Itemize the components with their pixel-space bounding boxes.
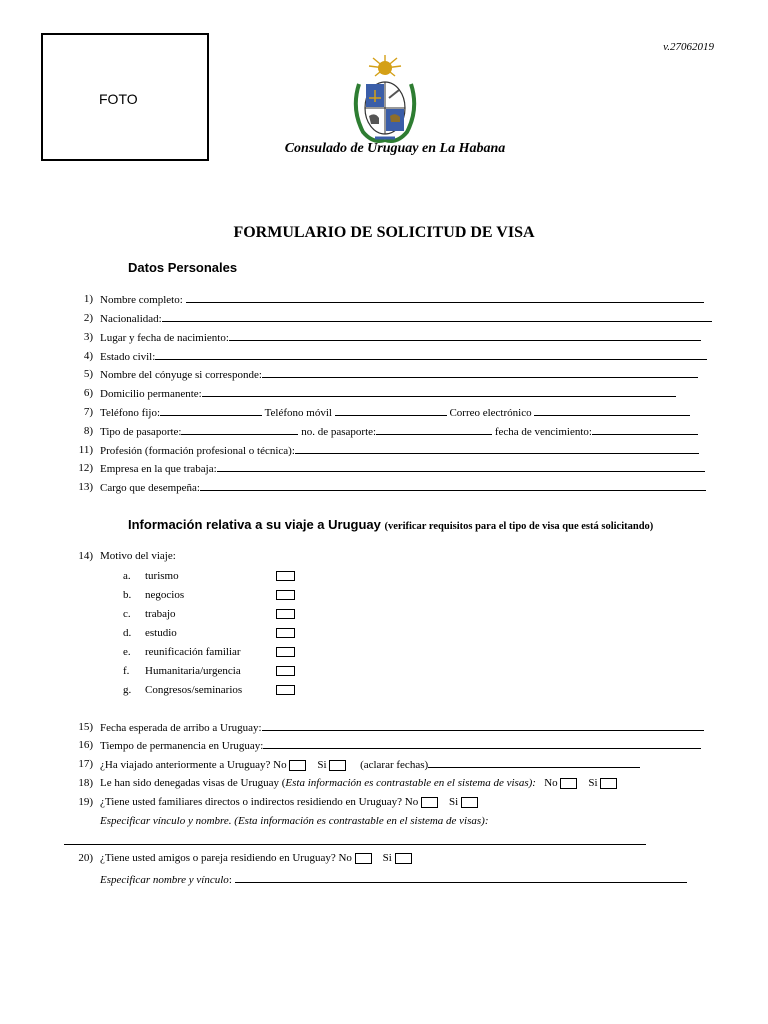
si-label: Si xyxy=(448,796,459,808)
trip-reason-option xyxy=(123,606,323,622)
visited-before-no-checkbox[interactable] xyxy=(289,760,306,771)
field-label: Empresa en la que trabaja: xyxy=(100,463,217,475)
question-number: 20) xyxy=(78,852,93,864)
option-text: turismo xyxy=(145,570,179,582)
trip-reason-option xyxy=(123,625,323,641)
photo-label: FOTO xyxy=(99,91,138,107)
question-number: 1) xyxy=(83,293,93,305)
section-travel-info xyxy=(128,517,653,532)
field-label: fecha de vencimiento: xyxy=(492,426,592,438)
personal-field-row xyxy=(75,442,715,458)
text-field[interactable] xyxy=(181,423,298,435)
option-letter: f. xyxy=(123,665,130,677)
relatives-si-checkbox[interactable] xyxy=(461,797,478,808)
option-checkbox[interactable] xyxy=(276,609,295,619)
question-18 xyxy=(75,775,715,791)
question-note: Esta información es contrastable en el sistema de visas): xyxy=(285,777,536,789)
personal-field-row xyxy=(75,291,715,307)
personal-field-row xyxy=(75,385,715,401)
field-label: Estado civil: xyxy=(100,351,156,363)
travel-section-note: (verificar requisitos para el tipo de visa que está solicitando) xyxy=(384,521,654,532)
question-label: Fecha esperada de arribo a Uruguay: xyxy=(100,722,262,734)
text-field[interactable] xyxy=(592,423,698,435)
question-14 xyxy=(75,548,715,564)
form-title: FORMULARIO DE SOLICITUD DE VISA xyxy=(233,224,535,241)
field-label: no. de pasaporte: xyxy=(298,426,377,438)
visit-dates-field[interactable] xyxy=(428,756,640,768)
visa-denied-no-checkbox[interactable] xyxy=(560,778,577,789)
question-19 xyxy=(75,794,715,810)
option-checkbox[interactable] xyxy=(276,571,295,581)
visa-denied-si-checkbox[interactable] xyxy=(600,778,617,789)
question-number: 7) xyxy=(83,406,93,418)
section-personal-data: Datos Personales xyxy=(128,260,238,275)
question-label: ¿Tiene usted familiares directos o indirectos residiendo en Uruguay? No xyxy=(100,796,419,808)
text-field[interactable] xyxy=(186,291,704,303)
question-number: 18) xyxy=(78,777,93,789)
question-number: 15) xyxy=(78,721,93,733)
text-field[interactable] xyxy=(162,310,712,322)
friends-si-checkbox[interactable] xyxy=(395,853,412,864)
question-number: 14) xyxy=(78,550,93,562)
option-text: estudio xyxy=(145,627,177,639)
option-text: trabajo xyxy=(145,608,176,620)
trip-reason-option xyxy=(123,663,323,679)
uruguay-coat-of-arms-icon xyxy=(345,54,425,146)
option-checkbox[interactable] xyxy=(276,685,295,695)
clarify-dates-label: (aclarar fechas) xyxy=(360,759,429,771)
question-17 xyxy=(75,756,715,772)
si-label: Si xyxy=(382,852,392,864)
question-number: 13) xyxy=(78,481,93,493)
personal-field-row xyxy=(75,479,715,495)
question-16 xyxy=(75,737,715,753)
option-letter: b. xyxy=(123,589,132,601)
text-field[interactable] xyxy=(229,329,701,341)
option-letter: c. xyxy=(123,608,131,620)
no-label: No xyxy=(544,777,558,789)
question-number: 4) xyxy=(83,350,93,362)
question-15 xyxy=(75,719,715,735)
field-label: Nombre del cónyuge si corresponde: xyxy=(100,369,262,381)
arrival-date-field[interactable] xyxy=(262,719,704,731)
question-label: Le han sido denegadas visas de Uruguay ( xyxy=(100,777,286,789)
si-label: Si xyxy=(588,777,598,789)
field-label: Teléfono móvil xyxy=(262,407,335,419)
question-note: Especificar vínculo y nombre. (Esta información es contrastable en el sistema de visas): xyxy=(100,815,489,827)
field-label: Nombre completo: xyxy=(100,294,186,306)
trip-reason-option xyxy=(123,568,323,584)
option-checkbox[interactable] xyxy=(276,666,295,676)
option-letter: g. xyxy=(123,684,132,696)
field-label: Cargo que desempeña: xyxy=(100,482,200,494)
question-number: 16) xyxy=(78,739,93,751)
text-field[interactable] xyxy=(200,479,706,491)
text-field[interactable] xyxy=(295,442,699,454)
field-label: Lugar y fecha de nacimiento: xyxy=(100,332,229,344)
travel-section-title: Información relativa a su viaje a Uruguay xyxy=(128,517,381,532)
text-field[interactable] xyxy=(262,366,698,378)
si-label: Si xyxy=(317,759,327,771)
text-field[interactable] xyxy=(155,348,707,360)
version-number: v.27062019 xyxy=(663,41,714,53)
option-letter: d. xyxy=(123,627,132,639)
personal-field-row xyxy=(75,460,715,476)
question-number: 11) xyxy=(78,444,93,456)
personal-field-row xyxy=(75,404,715,420)
option-letter: a. xyxy=(123,570,131,582)
text-field[interactable] xyxy=(202,385,676,397)
field-label: Correo electrónico xyxy=(446,407,535,419)
field-label: Domicilio permanente: xyxy=(100,388,202,400)
option-checkbox[interactable] xyxy=(276,628,295,638)
field-label: Tipo de pasaporte: xyxy=(100,426,182,438)
text-field[interactable] xyxy=(160,404,262,416)
question-number: 5) xyxy=(83,368,93,380)
question-number: 19) xyxy=(78,796,93,808)
question-number: 17) xyxy=(78,758,93,770)
personal-field-row xyxy=(75,366,715,382)
visited-before-si-checkbox[interactable] xyxy=(329,760,346,771)
relatives-no-checkbox[interactable] xyxy=(421,797,438,808)
question-number: 12) xyxy=(78,462,93,474)
option-text: Humanitaria/urgencia xyxy=(145,665,241,677)
question-label: Motivo del viaje: xyxy=(100,550,176,562)
field-label: Nacionalidad: xyxy=(100,313,162,325)
question-number: 2) xyxy=(83,312,93,324)
trip-reason-option xyxy=(123,682,323,698)
text-field[interactable] xyxy=(217,460,705,472)
option-text: Congresos/seminarios xyxy=(145,684,243,696)
consulate-name: Consulado de Uruguay en La Habana xyxy=(284,141,506,156)
friends-detail-field[interactable] xyxy=(235,871,687,883)
question-number: 8) xyxy=(83,425,93,437)
trip-reason-option xyxy=(123,644,323,660)
relatives-detail-field[interactable] xyxy=(64,844,646,845)
option-checkbox[interactable] xyxy=(276,590,295,600)
text-field[interactable] xyxy=(534,404,690,416)
option-letter: e. xyxy=(123,646,131,658)
text-field[interactable] xyxy=(335,404,447,416)
option-text: negocios xyxy=(145,589,185,601)
friends-no-checkbox[interactable] xyxy=(355,853,372,864)
question-label: ¿Tiene usted amigos o pareja residiendo en Uruguay? No xyxy=(100,852,352,864)
question-20-note-row: Especificar nombre y vínculo: xyxy=(75,871,715,887)
question-note: Especificar nombre y vínculo xyxy=(100,874,229,886)
question-label: ¿Ha viajado anteriormente a Uruguay? No xyxy=(100,759,287,771)
option-checkbox[interactable] xyxy=(276,647,295,657)
question-19-note-row xyxy=(75,813,715,829)
personal-field-row xyxy=(75,423,715,439)
text-field[interactable] xyxy=(376,423,492,435)
trip-reason-option xyxy=(123,587,323,603)
question-label: Tiempo de permanencia en Uruguay: xyxy=(100,740,264,752)
option-text: reunificación familiar xyxy=(145,646,241,658)
question-number: 6) xyxy=(83,387,93,399)
field-label: Profesión (formación profesional o técnica): xyxy=(100,445,295,457)
question-number: 3) xyxy=(83,331,93,343)
question-20 xyxy=(75,850,715,866)
personal-field-row xyxy=(75,310,715,326)
personal-field-row xyxy=(75,329,715,345)
stay-duration-field[interactable] xyxy=(263,737,701,749)
field-label: Teléfono fijo: xyxy=(100,407,161,419)
personal-field-row xyxy=(75,348,715,364)
